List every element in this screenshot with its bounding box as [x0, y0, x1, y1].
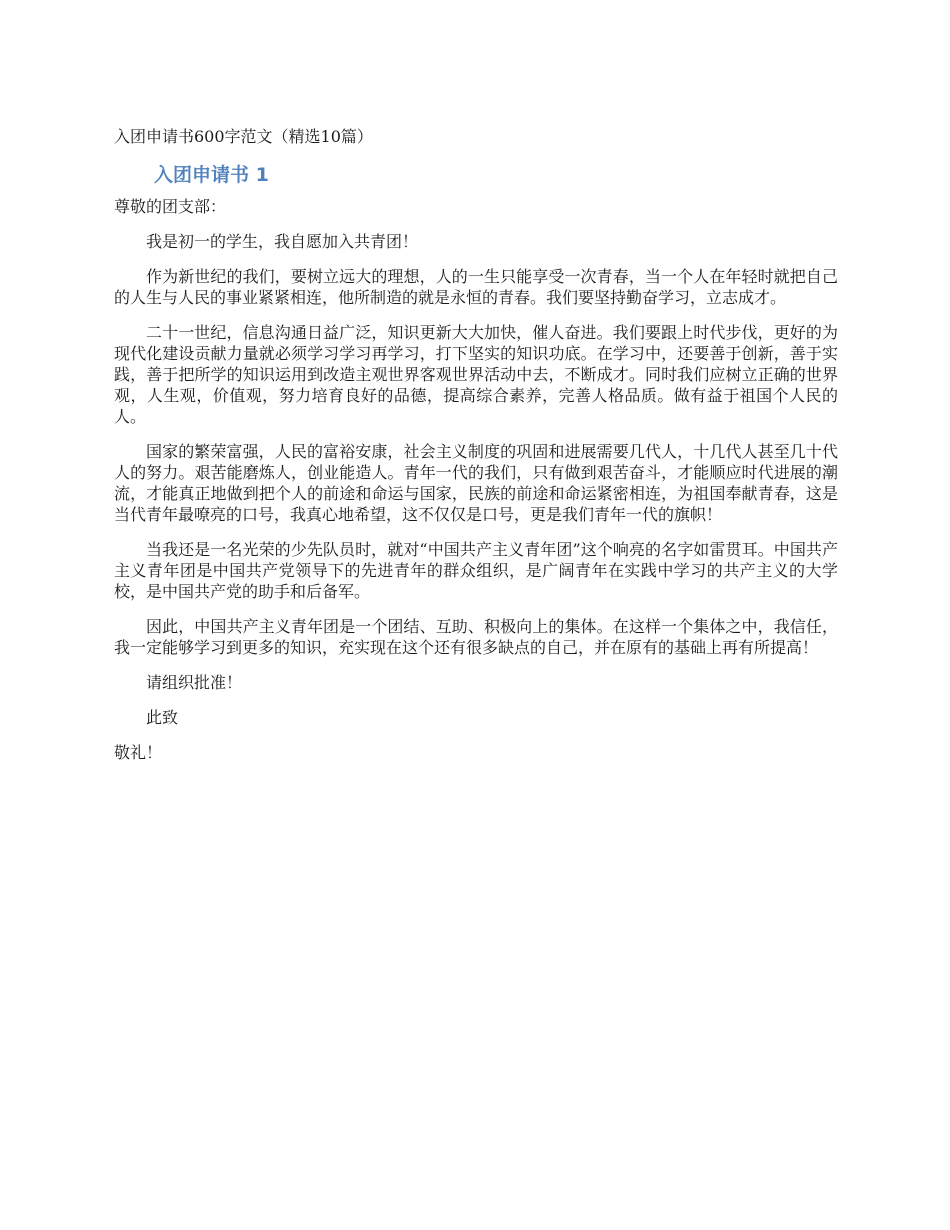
closing-salute: 敬礼！: [114, 743, 163, 762]
paragraph-2: 作为新世纪的我们，要树立远大的理想，人的一生只能享受一次青春，当一个人在年轻时就把自己的人生与人民的事业紧紧相连，他所制造的就是永恒的青春。我们要坚持勤奋学习，立志成才。: [114, 267, 838, 307]
document-title: 入团申请书600字范文（精选10篇）: [114, 127, 373, 146]
request-line: 请组织批准！: [146, 673, 243, 692]
closing-phrase: 此致: [146, 708, 179, 727]
document-page: [114, 126, 838, 777]
paragraph-6: 因此，中国共产主义青年团是一个团结、互助、积极向上的集体。在这样一个集体之中，我信任，我一定能够学习到更多的知识，充实现在这个还有很多缺点的自己，并在原有的基础上再有所提高！: [114, 617, 838, 657]
paragraph-5: 当我还是一名光荣的少先队员时，就对“中国共产主义青年团”这个响亮的名字如雷贯耳。中国共产主义青年团是中国共产党领导下的先进青年的群众组织，是广阔青年在实践中学习的共产主义的大学校，是中国共产党的助手和后备军。: [114, 540, 838, 601]
salutation: 尊敬的团支部：: [114, 197, 227, 216]
paragraph-3: 二十一世纪，信息沟通日益广泛，知识更新大大加快，催人奋进。我们要跟上时代步伐，更好的为现代化建设贡献力量就必须学习学习再学习，打下坚实的知识功底。在学习中，还要善于创新，善于实践，善于把所学的知识运用到改造主观世界客观世界活动中去，不断成才。同时我们应树立正确的世界观，人生观，价值观，努力培育良好的品德，提高综合素养，完善人格品质。做有益于祖国个人民的人。: [114, 323, 838, 426]
section-heading: 入团申请书 1: [154, 164, 269, 186]
paragraph-4: 国家的繁荣富强，人民的富裕安康，社会主义制度的巩固和进展需要几代人，十几代人甚至几十代人的努力。艰苦能磨炼人，创业能造人。青年一代的我们，只有做到艰苦奋斗，才能顺应时代进展的潮流，才能真正地做到把个人的前途和命运与国家，民族的前途和命运紧密相连，为祖国奉献青春，这是当代青年最嘹亮的口号，我真心地希望，这不仅仅是口号，更是我们青年一代的旗帜！: [114, 442, 838, 524]
paragraph-1: 我是初一的学生，我自愿加入共青团！: [146, 232, 419, 251]
